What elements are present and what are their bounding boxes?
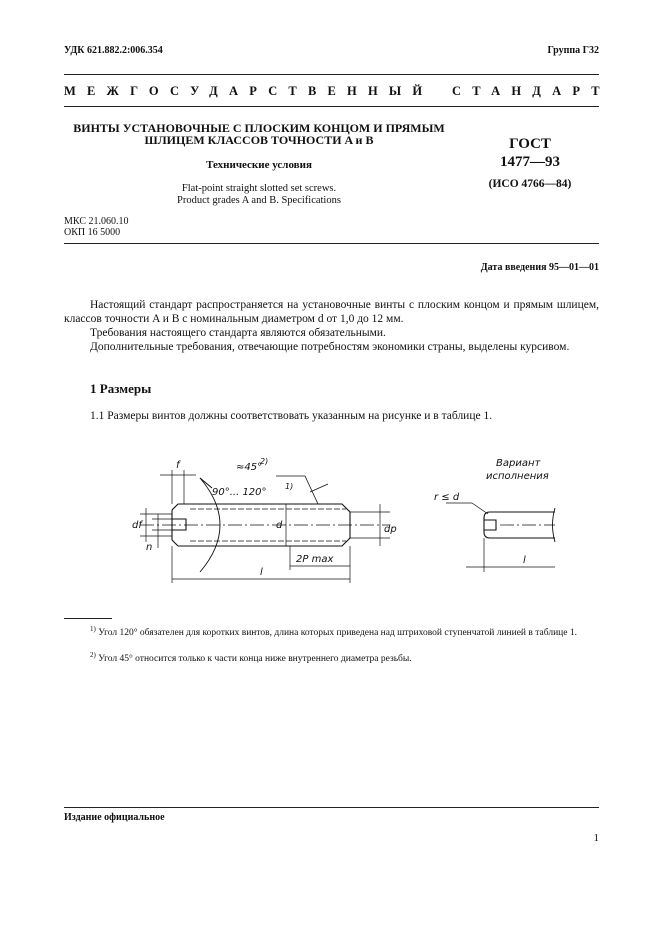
variant-title-1: Вариант: [496, 458, 541, 469]
footnote-2-mark: 2): [90, 651, 96, 659]
label-n: n: [146, 542, 153, 553]
footnote-2-text: Угол 45° относится только к части конца ниже внутреннего диаметра резьбы.: [98, 654, 412, 665]
label-angle-45-ref: 2): [260, 457, 269, 466]
paragraph-scope: Настоящий стандарт распространяется на установочные винты с плоским концом и прямым шлицем, классов точности A и B с номинальным диаметром d от 1,0 до 12 мм.: [64, 299, 599, 325]
english-title-2: Product grades A and B. Specifications: [177, 195, 341, 206]
label-angle-45: ≈45°: [236, 462, 263, 473]
clause-1-1: 1.1 Размеры винтов должны соответствовать указанным на рисунке и в таблице 1.: [90, 410, 493, 422]
group-code: Группа Г32: [547, 45, 599, 56]
variant-title-2: исполнения: [486, 471, 549, 482]
gost-label: ГОСТ: [509, 136, 551, 152]
english-title-1: Flat-point straight slotted set screws.: [181, 183, 337, 194]
variant-label-r: r ≤ d: [434, 492, 460, 503]
screw-slot: [172, 519, 186, 530]
udk-code: УДК 621.882.2:006.354: [64, 45, 163, 56]
introduction-date: Дата введения 95—01—01: [480, 262, 599, 273]
angle-45-leader: [305, 476, 318, 504]
label-angle-90-ref: 1): [285, 482, 294, 491]
label-l: l: [260, 567, 263, 578]
gost-number: 1477—93: [500, 154, 560, 170]
title-line-1: ВИНТЫ УСТАНОВОЧНЫЕ С ПЛОСКИМ КОНЦОМ И ПРЯМЫМ: [73, 121, 445, 135]
title-line-2: ШЛИЦЕМ КЛАССОВ ТОЧНОСТИ A и B: [144, 133, 374, 147]
footnote-1: [64, 623, 599, 639]
mks-code: МКС 21.060.10: [64, 216, 129, 227]
label-2p-max: 2P max: [296, 554, 334, 565]
subtitle: Технические условия: [206, 159, 312, 171]
footer-rule: [64, 807, 599, 808]
label-df: df: [132, 520, 142, 531]
label-f: f: [176, 460, 180, 471]
official-edition: Издание официальное: [64, 812, 165, 823]
variant-r-leader: [472, 503, 488, 514]
banner-interstate: МЕЖГОСУДАРСТВЕННЫЙ: [64, 84, 434, 98]
page-number: 1: [593, 832, 599, 844]
banner-standard: СТАНДАРТ: [452, 84, 611, 98]
footnote-2: [64, 649, 599, 665]
paragraph-additional: Дополнительные требования, отвечающие потребностям экономики страны, выделены курсивом.: [90, 341, 570, 353]
footnote-1-mark: 1): [90, 625, 96, 633]
okp-code: ОКП 16 5000: [64, 227, 121, 238]
label-angle-90-120: 90°... 120°: [212, 487, 267, 498]
footnote-rule: [64, 618, 112, 619]
variant-label-l: l: [523, 555, 526, 566]
section-heading: 1 Размеры: [90, 381, 152, 396]
iso-reference: (ИСО 4766—84): [488, 178, 572, 190]
paragraph-mandatory: Требования настоящего стандарта являются обязательными.: [90, 327, 386, 339]
label-d: d: [276, 520, 283, 531]
footnote-1-text: Угол 120° обязателен для коротких винтов, длина которых приведена над штриховой ступенчатой линией в таблице 1.: [98, 628, 577, 639]
top-rule: [64, 74, 599, 75]
label-dp: dp: [384, 524, 397, 535]
screw-drawing: [100, 448, 570, 598]
title-rule: [64, 243, 599, 244]
banner-rule: [64, 106, 599, 107]
